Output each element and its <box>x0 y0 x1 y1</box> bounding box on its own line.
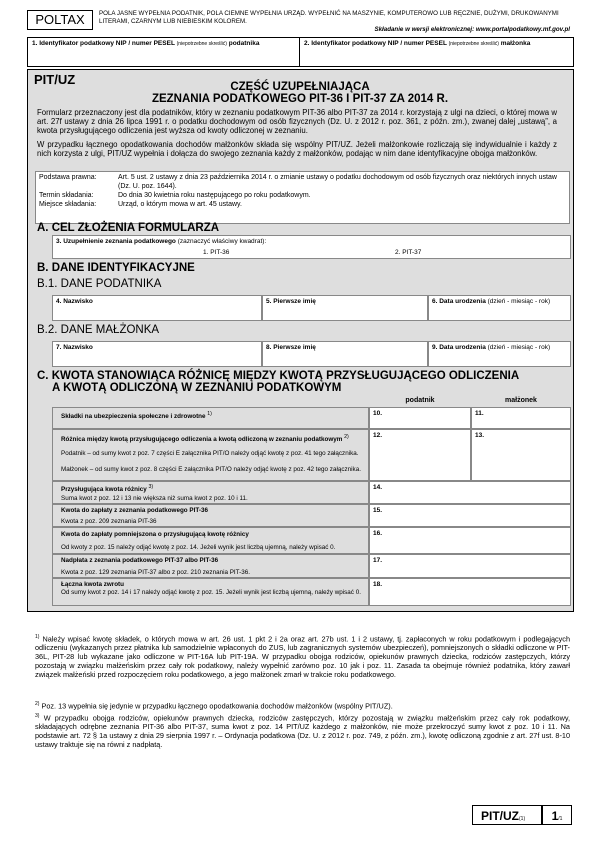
spouse-birthdate-field[interactable] <box>428 341 571 367</box>
footnote-1: $^{1)}$ Należy wpisać kwotę składek, o których mowa w art. 26 ust. 1 pkt 2 i 2a oraz art. 27b ust. 1 i 2 ustawy, tj. zapłaconych w roku podatkowym i podlegających odliczeniu (wykazanych przez płatnika lub samodzielnie wpłaconych do ZUS, lub zagranicznych systemów ubezpieczeń), pomniejszonych o składki odliczone w PIT-36L, PIT-28 lub wykazane jako odliczone w PIT-16A lub PIT-19A. W przypadku obojga rodziców, opiekunów prawnych dziecka, rodziców zastępczych, którzy pozostają w związku małżeńskim przez cały rok podatkowy, należy wypełnić zarówno poz. 10 jak i poz. 11. Zasada ta obejmuje również podatnika, który zawarł związek małżeński przed rozpoczęciem roku podatkowego, a jego małżonek zmarł w trakcie roku podatkowego. <box>35 634 571 679</box>
option-pit-37[interactable] <box>395 249 421 256</box>
row-entitled-difference-note: Suma kwot z poz. 12 i 13 nie większa niż suma kwot z poz. 10 i 11. <box>61 495 248 502</box>
row-difference-spouse-note: Małżonek – od sumy kwot z poz. 8 części E załącznika PIT/O należy odjąć kwotę z poz. 42 tego załącznika. <box>61 466 361 473</box>
electronic-filing-note: Składanie w wersji elektronicznej: www.portalpodatkowy.mf.gov.pl <box>374 26 570 33</box>
section-a-title: A. CEL ZŁOŻENIA FORMULARZA <box>37 222 220 234</box>
field-3-label <box>56 238 266 245</box>
row-contributions <box>52 407 369 429</box>
amount-field-10[interactable]: 10. <box>369 407 471 429</box>
spouse-id-field[interactable] <box>300 38 573 66</box>
row-reduced-payable-note: Od kwoty z poz. 15 należy odjąć kwotę z poz. 14. Jeżeli wynik jest liczbą ujemną, należy wpisać 0. <box>61 544 336 551</box>
submission-purpose-field <box>52 235 571 259</box>
field-3-label-text: 3. Uzupełnienie zeznania podatkowego <box>56 238 176 245</box>
footer-page-number: 1/1 <box>542 805 572 825</box>
amount-field-16[interactable]: 16. <box>369 527 571 554</box>
footnote-3: $^{3)}$ W przypadku obojga rodziców, opiekunów prawnych dziecka, rodziców zastępczych, którzy pozostają w związku małżeńskim przez cały rok podatkowy, składających odrębne zeznania PIT-36 albo PIT-37, suma kwot z poz. 14 PIT/UZ każdego z małżonków, nie może przekroczyć sumy kwot z poz. 10 i 11. Na podstawie art. 72 § 1a ustawy z dnia 29 sierpnia 1997 r. – Ordynacja podatkowa (Dz. U. z 2012 r. poz. 749, z późn. zm.), kwotę odliczoną zgodnie z art. 27f ust. 8-10 ustawy traktuje się na równi z nadpłatą. <box>35 713 571 749</box>
amount-field-15[interactable]: 15. <box>369 504 571 527</box>
field-4-label: 4. Nazwisko <box>56 298 93 305</box>
section-b-title: B. DANE IDENTYFIKACYJNE <box>37 262 195 274</box>
taxpayer-id-label: 1. Identyfikator podatkowy NIP / numer PESEL <box>32 40 175 47</box>
row-pit36-payable-note: Kwota z poz. 209 zeznania PIT-36 <box>61 518 157 525</box>
field-6-note: (dzień - miesiąc - rok) <box>487 298 551 305</box>
row-entitled-difference-label: Przysługująca kwota różnicy $^{3)}$ <box>61 484 154 494</box>
amount-field-14[interactable]: 14. <box>369 481 571 504</box>
row-total-refund <box>52 578 369 606</box>
deadline-text: Do dnia 30 kwietnia roku następującego po roku podatkowym. <box>118 192 311 199</box>
legal-basis-text: Art. 5 ust. 2 ustawy z dnia 23 października 2014 r. o zmianie ustawy o podatku dochodowym od osób fizycznych oraz niektórych innych ustaw (Dz. U. poz. 1644). <box>118 174 557 190</box>
section-b2-title: B.2. DANE MAŁŻONKA <box>37 324 160 336</box>
row-difference-taxpayer-note: Podatnik – od sumy kwot z poz. 7 części E załącznika PIT/O należy odjąć kwotę z poz. 41 tego załącznika. <box>61 450 359 457</box>
option-pit-36[interactable] <box>203 249 229 256</box>
amount-field-18[interactable]: 18. <box>369 578 571 606</box>
legal-basis-box <box>35 171 570 224</box>
filing-place-text: Urząd, o którym mowa w art. 45 ustawy. <box>118 201 242 208</box>
row-contributions-label: Składki na ubezpieczenia społeczne i zdrowotne $^{1)}$ <box>61 411 212 421</box>
taxpayer-id-suffix: podatnika <box>228 40 260 47</box>
spouse-id-note: (niepotrzebne skreślić) <box>448 41 499 47</box>
intro-paragraph-2: W przypadku łącznego opodatkowania dochodów małżonków składa się wspólny PIT/UZ. Jeżeli małżonkowie rozliczają się indywidualnie i każdy z nich korzysta z ulgi, PIT/UZ wypełnia i dołącza do swojego zeznania każdy z małżonków, podając w nim dane identyfikacyjne obojga małżonków. <box>37 140 557 159</box>
field-6-label <box>432 298 550 305</box>
spouse-firstname-field[interactable] <box>262 341 428 367</box>
form-title-line1: CZĘŚĆ UZUPEŁNIAJĄCA <box>230 81 370 93</box>
spouse-id-suffix: małżonka <box>500 40 531 47</box>
spouse-id-label: 2. Identyfikator podatkowy NIP / numer PESEL <box>304 40 447 47</box>
column-spouse: małżonek <box>505 397 537 404</box>
row-overpayment <box>52 554 369 578</box>
intro-paragraph-1: Formularz przeznaczony jest dla podatników, który w zeznaniu podatkowym PIT-36 albo PIT-37 za 2014 r. korzystają z ulgi na dzieci, o której mowa w art. 27f ustawy z dnia 26 lipca 1991 r. o podatku dochodowym od osób fizycznych (Dz. U. z 2012 r. poz. 361, z późn. zm.), zwanej dalej „ustawą”, a kwota przysługującego odliczenia jest wyższa od kwoty odliczonej w zeznaniu. <box>37 108 557 136</box>
section-c-title-line2: A KWOTĄ ODLICZONĄ W ZEZNANIU PODATKOWYM <box>52 382 342 394</box>
deadline-label: Termin składania: <box>39 192 94 199</box>
poltax-logo: POLTAX <box>27 10 93 30</box>
section-b1-title: B.1. DANE PODATNIKA <box>37 278 162 290</box>
amount-field-11[interactable]: 11. <box>471 407 571 429</box>
taxpayer-firstname-field[interactable] <box>262 295 428 321</box>
row-overpayment-note: Kwota z poz. 129 zeznania PIT-37 albo z poz. 210 zeznania PIT-36. <box>61 569 251 576</box>
row-total-refund-label: Łączna kwota zwrotu <box>61 581 124 588</box>
row-pit36-payable-label: Kwota do zapłaty z zeznania podatkowego PIT-36 <box>61 507 208 514</box>
field-5-label: 5. Pierwsze imię <box>266 298 316 305</box>
form-code: PIT/UZ <box>34 72 76 87</box>
option-pit-36-label: 1. PIT-36 <box>203 249 230 256</box>
identifier-row <box>27 37 574 67</box>
footer-form-code: PIT/UZ(1) <box>472 805 542 825</box>
field-6-label-text: 6. Data urodzenia <box>432 298 486 305</box>
field-7-label: 7. Nazwisko <box>56 344 93 351</box>
row-difference-label: Różnica między kwotą przysługującego odliczenia a kwotą odliczoną w zeznaniu podatkowym $^{2)}$ <box>61 434 349 444</box>
field-3-note: (zaznaczyć właściwy kwadrat): <box>177 238 267 245</box>
row-entitled-difference <box>52 481 369 504</box>
row-total-refund-note: Od sumy kwot z poz. 14 i 17 należy odjąć kwotę z poz. 15. Jeżeli wynik jest liczbą ujemną, należy wpisać 0. <box>61 589 361 596</box>
row-reduced-payable-label: Kwota do zapłaty pomniejszona o przysługującą kwotę różnicy <box>61 531 249 538</box>
field-9-label <box>432 344 550 351</box>
footnote-2: $^{2)}$ Poz. 13 wypełnia się jedynie w przypadku łącznego opodatkowania dochodów małżonków (wspólny PIT/UZ). <box>35 701 393 711</box>
section-c-title-line1: C. KWOTA STANOWIĄCA RÓŻNICĘ MIĘDZY KWOTĄ PRZYSŁUGUJĄCEGO ODLICZENIA <box>37 370 520 382</box>
spouse-surname-field[interactable] <box>52 341 262 367</box>
legal-basis-label: Podstawa prawna: <box>39 174 97 181</box>
field-9-note: (dzień - miesiąc - rok) <box>487 344 551 351</box>
amount-field-12[interactable]: 12. <box>369 429 471 481</box>
taxpayer-id-field[interactable] <box>28 38 300 66</box>
row-difference <box>52 429 369 481</box>
form-title <box>100 81 500 105</box>
taxpayer-birthdate-field[interactable] <box>428 295 571 321</box>
column-taxpayer: podatnik <box>405 397 435 404</box>
amount-field-17[interactable]: 17. <box>369 554 571 578</box>
section-c-title <box>37 370 519 394</box>
amount-field-13[interactable]: 13. <box>471 429 571 481</box>
option-pit-37-label: 2. PIT-37 <box>395 249 422 256</box>
row-pit36-payable <box>52 504 369 527</box>
header-note: POLA JASNE WYPEŁNIA PODATNIK, POLA CIEMNE WYPEŁNIA URZĄD. WYPEŁNIĆ NA MASZYNIE, KOMPUTEROWO LUB RĘCZNIE, DUŻYMI, DRUKOWANYMI LITERAMI, CZARNYM LUB NIEBIESKIM KOLOREM. <box>99 10 559 25</box>
field-8-label: 8. Pierwsze imię <box>266 344 316 351</box>
row-overpayment-label: Nadpłata z zeznania podatkowego PIT-37 albo PIT-36 <box>61 557 219 564</box>
filing-place-label: Miejsce składania: <box>39 201 97 208</box>
taxpayer-surname-field[interactable] <box>52 295 262 321</box>
taxpayer-id-note: (niepotrzebne skreślić) <box>176 41 227 47</box>
field-9-label-text: 9. Data urodzenia <box>432 344 486 351</box>
form-title-line2: ZEZNANIA PODATKOWEGO PIT-36 I PIT-37 ZA 2014 R. <box>151 93 449 105</box>
row-reduced-payable <box>52 527 369 554</box>
